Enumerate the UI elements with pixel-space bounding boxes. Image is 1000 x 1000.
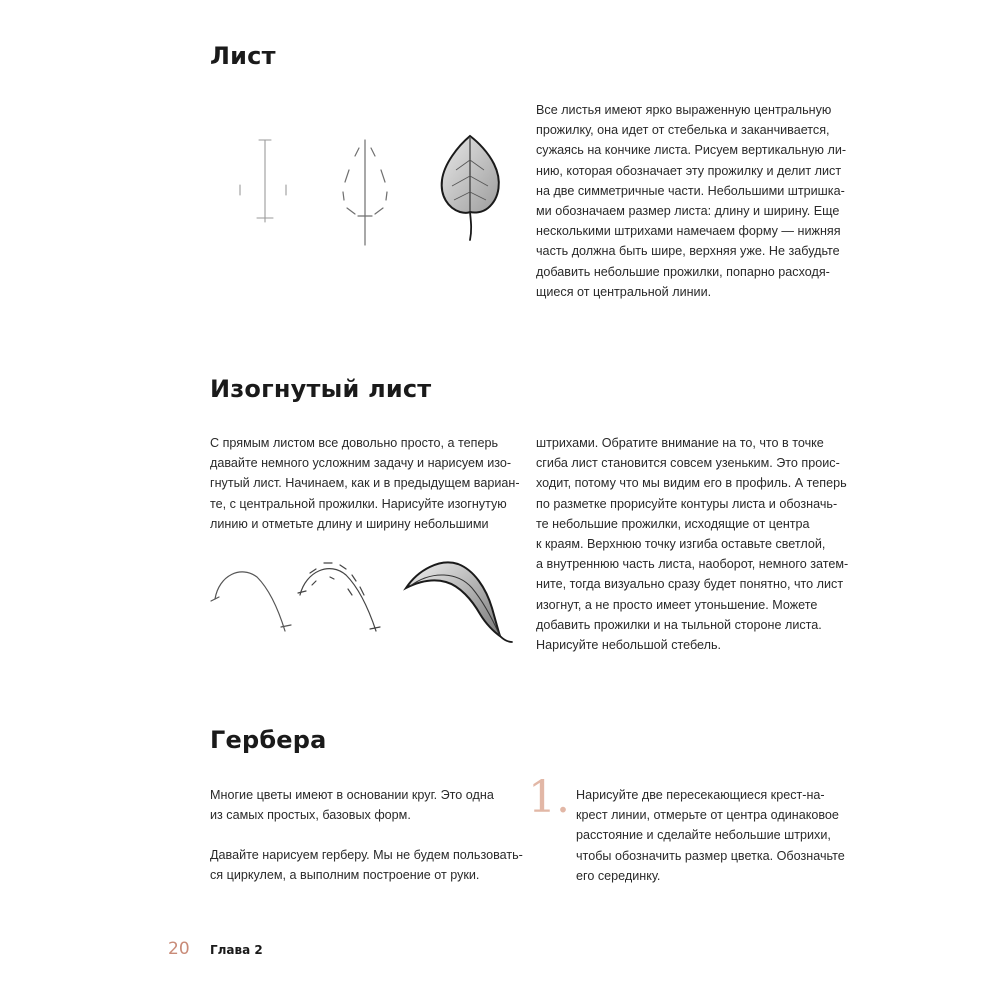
page-number: 20 bbox=[168, 939, 190, 959]
curved-leaf-sketch-step-2 bbox=[290, 555, 390, 650]
gerbera-instruction: Давайте нарисуем герберу. Мы не будем пользовать- ся циркулем, а выполним построение от руки. bbox=[210, 848, 523, 883]
section-title-curved-leaf: Изогнутый лист bbox=[210, 375, 432, 403]
leaf-description: Все листья имеют ярко выраженную центральную прожилку, она идет от стебелька и заканчивается, сужаясь на кончике листа. Рисуем вертикальную ли- нию, которая обозначает эту прожилку и делит лист на две симметричные части. Небольшими штришка- ми обозначаем размер листа: длину и ширину. Еще несколькими штрихами намечаем форму — нижняя часть должна быть шире, верхняя уже. Не забудьте добавить небольшие прожилки, попарно расходя- щиеся от центральной линии. bbox=[536, 103, 847, 299]
section-title-leaf: Лист bbox=[210, 42, 276, 70]
curved-leaf-finished-drawing bbox=[400, 552, 520, 657]
leaf-sketch-step-2 bbox=[325, 130, 405, 265]
leaf-finished-drawing bbox=[430, 130, 515, 250]
gerbera-intro: Многие цветы имеют в основании круг. Это одна из самых простых, базовых форм. bbox=[210, 788, 494, 823]
section-title-gerbera: Гербера bbox=[210, 726, 327, 754]
chapter-label: Глава 2 bbox=[210, 943, 263, 957]
curved-leaf-intro: С прямым листом все довольно просто, а теперь давайте немного усложним задачу и нарисуем изо- гнутый лист. Начинаем, как и в предыдущем вариан- те, с центральной прожилки. Нарисуйте изогнутую линию и отметьте длину и ширину небольшими bbox=[210, 436, 520, 531]
leaf-sketch-step-1 bbox=[225, 130, 305, 265]
step-number: 1. bbox=[528, 772, 570, 823]
curved-leaf-sketch-step-1 bbox=[205, 555, 295, 650]
gerbera-step-1-text: Нарисуйте две пересекающиеся крест-на- крест линии, отмерьте от центра одинаковое расстояние и сделайте небольшие штрихи, чтобы обозначить размер цветка. Обозначьте его серединку. bbox=[576, 788, 845, 883]
curved-leaf-description: штрихами. Обратите внимание на то, что в точке сгиба лист становится совсем узеньким. Это проис- ходит, потому что мы видим его в профиль. А теперь по разметке прорисуйте контуры листа и обозначь- те небольшие прожилки, исходящие от центра к краям. Верхнюю точку изгиба оставьте светлой, а внутреннюю часть листа, наоборот, немного затем- ните, тогда визуально сразу будет понятно, что лист изогнут, а не просто имеет утоньшение. Можете добавить прожилки и на тыльной стороне листа. Нарисуйте небольшой стебель. bbox=[536, 436, 849, 653]
